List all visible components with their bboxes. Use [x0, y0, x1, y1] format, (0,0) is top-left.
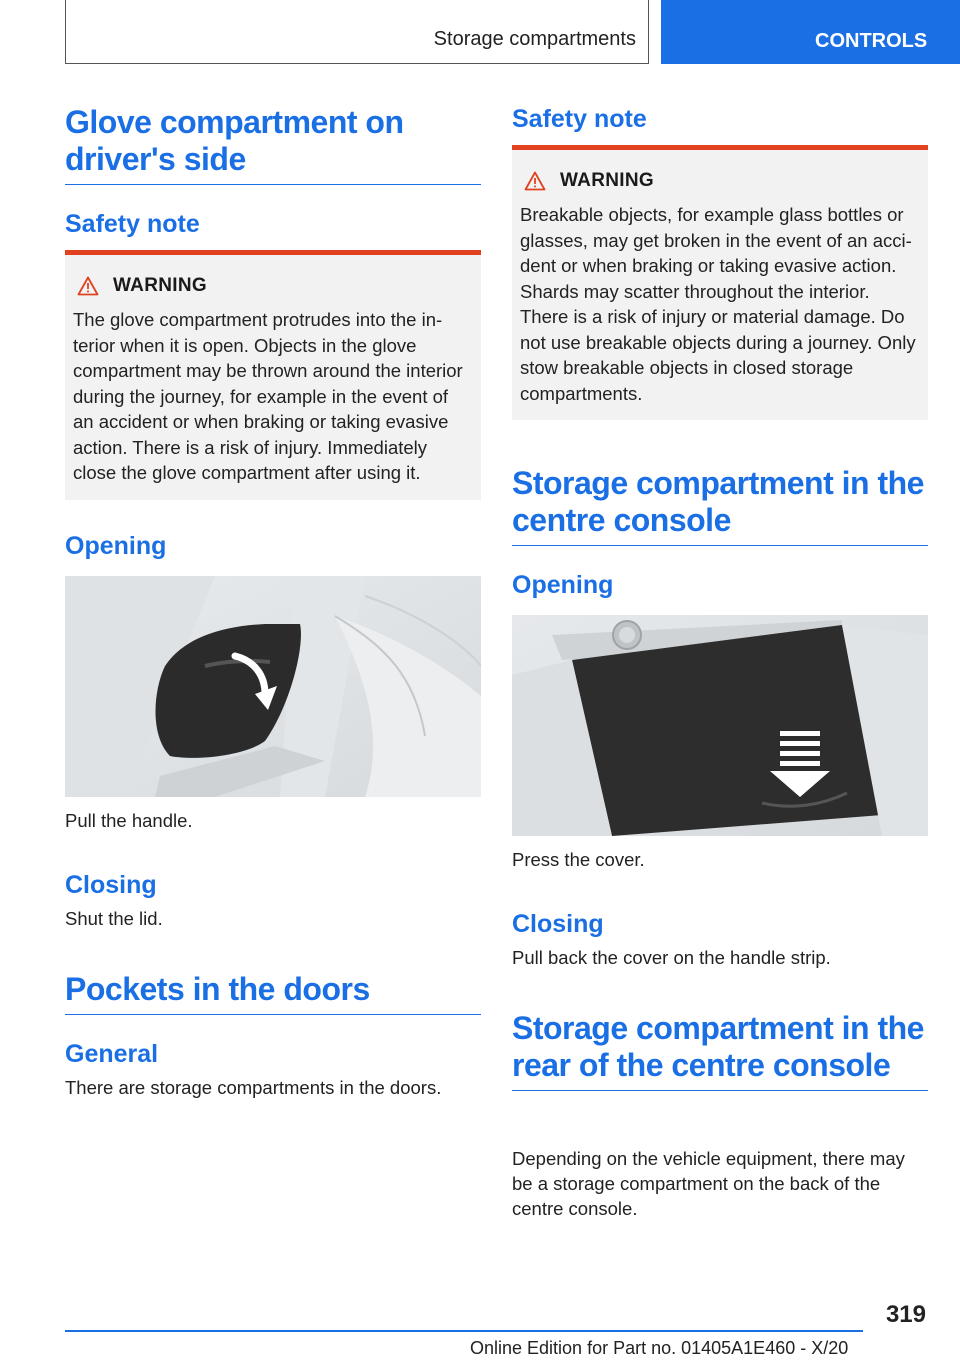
right-warning-label: WARNING: [560, 170, 654, 191]
warning-triangle-icon: [77, 276, 99, 296]
rear-centre-console-title: Storage compartment in the rear of the centre console: [512, 1010, 928, 1091]
right-warning-box: [512, 145, 928, 420]
left-warning-label: WARNING: [113, 275, 207, 296]
header-section-box: [65, 0, 649, 64]
glove-compartment-image: [65, 576, 481, 797]
right-closing-heading: Closing: [512, 910, 604, 938]
page-number: 319: [885, 1301, 926, 1328]
footer-rule: [65, 1330, 863, 1332]
right-safety-heading: Safety note: [512, 105, 647, 133]
pockets-doors-title: Pockets in the doors: [65, 971, 481, 1015]
centre-console-image: [512, 615, 928, 836]
header-section-title: Storage compartments: [433, 28, 636, 50]
left-opening-heading: Opening: [65, 532, 167, 560]
footer-edition: Online Edition for Part no. 01405A1E460 - X/20: [470, 1338, 849, 1358]
left-warning-box: [65, 250, 481, 500]
left-closing-heading: Closing: [65, 871, 157, 899]
right-warning-text: Breakable objects, for example glass bottles or glasses, may get broken in the event of an accident or when braking or taking evasive action. Shards may scatter throughout the interior. There is a risk of injury or material damage. Do not use breakable objects during a journey. Only stow breakable objects in closed storage compartments.: [520, 204, 916, 404]
right-closing-text: Pull back the cover on the handle strip.: [512, 947, 831, 968]
glove-compartment-title: Glove compartment on driver's side: [65, 104, 481, 185]
general-heading: General: [65, 1040, 159, 1068]
left-opening-caption: Pull the handle.: [65, 810, 193, 831]
left-closing-text: Shut the lid.: [65, 908, 163, 929]
left-safety-heading: Safety note: [65, 210, 200, 238]
centre-console-title: Storage compartment in the centre console: [512, 465, 928, 546]
header-chapter-tab: CONTROLS: [661, 0, 960, 64]
general-text: There are storage compartments in the doors.: [65, 1077, 442, 1098]
right-opening-caption: Press the cover.: [512, 849, 645, 870]
left-warning-text: The glove compartment protrudes into the interior when it is open. Objects in the glove compartment may be thrown around the interior during the journey, for example in the event of an accident or when braking or taking evasive action. There is a risk of injury. Immediately close the glove compartment after using it.: [73, 309, 463, 483]
right-opening-heading: Opening: [512, 571, 614, 599]
warning-triangle-icon: [524, 171, 546, 191]
rear-centre-console-text: Depending on the vehicle equipment, there may be a storage compartment on the back of the centre console.: [512, 1148, 905, 1219]
